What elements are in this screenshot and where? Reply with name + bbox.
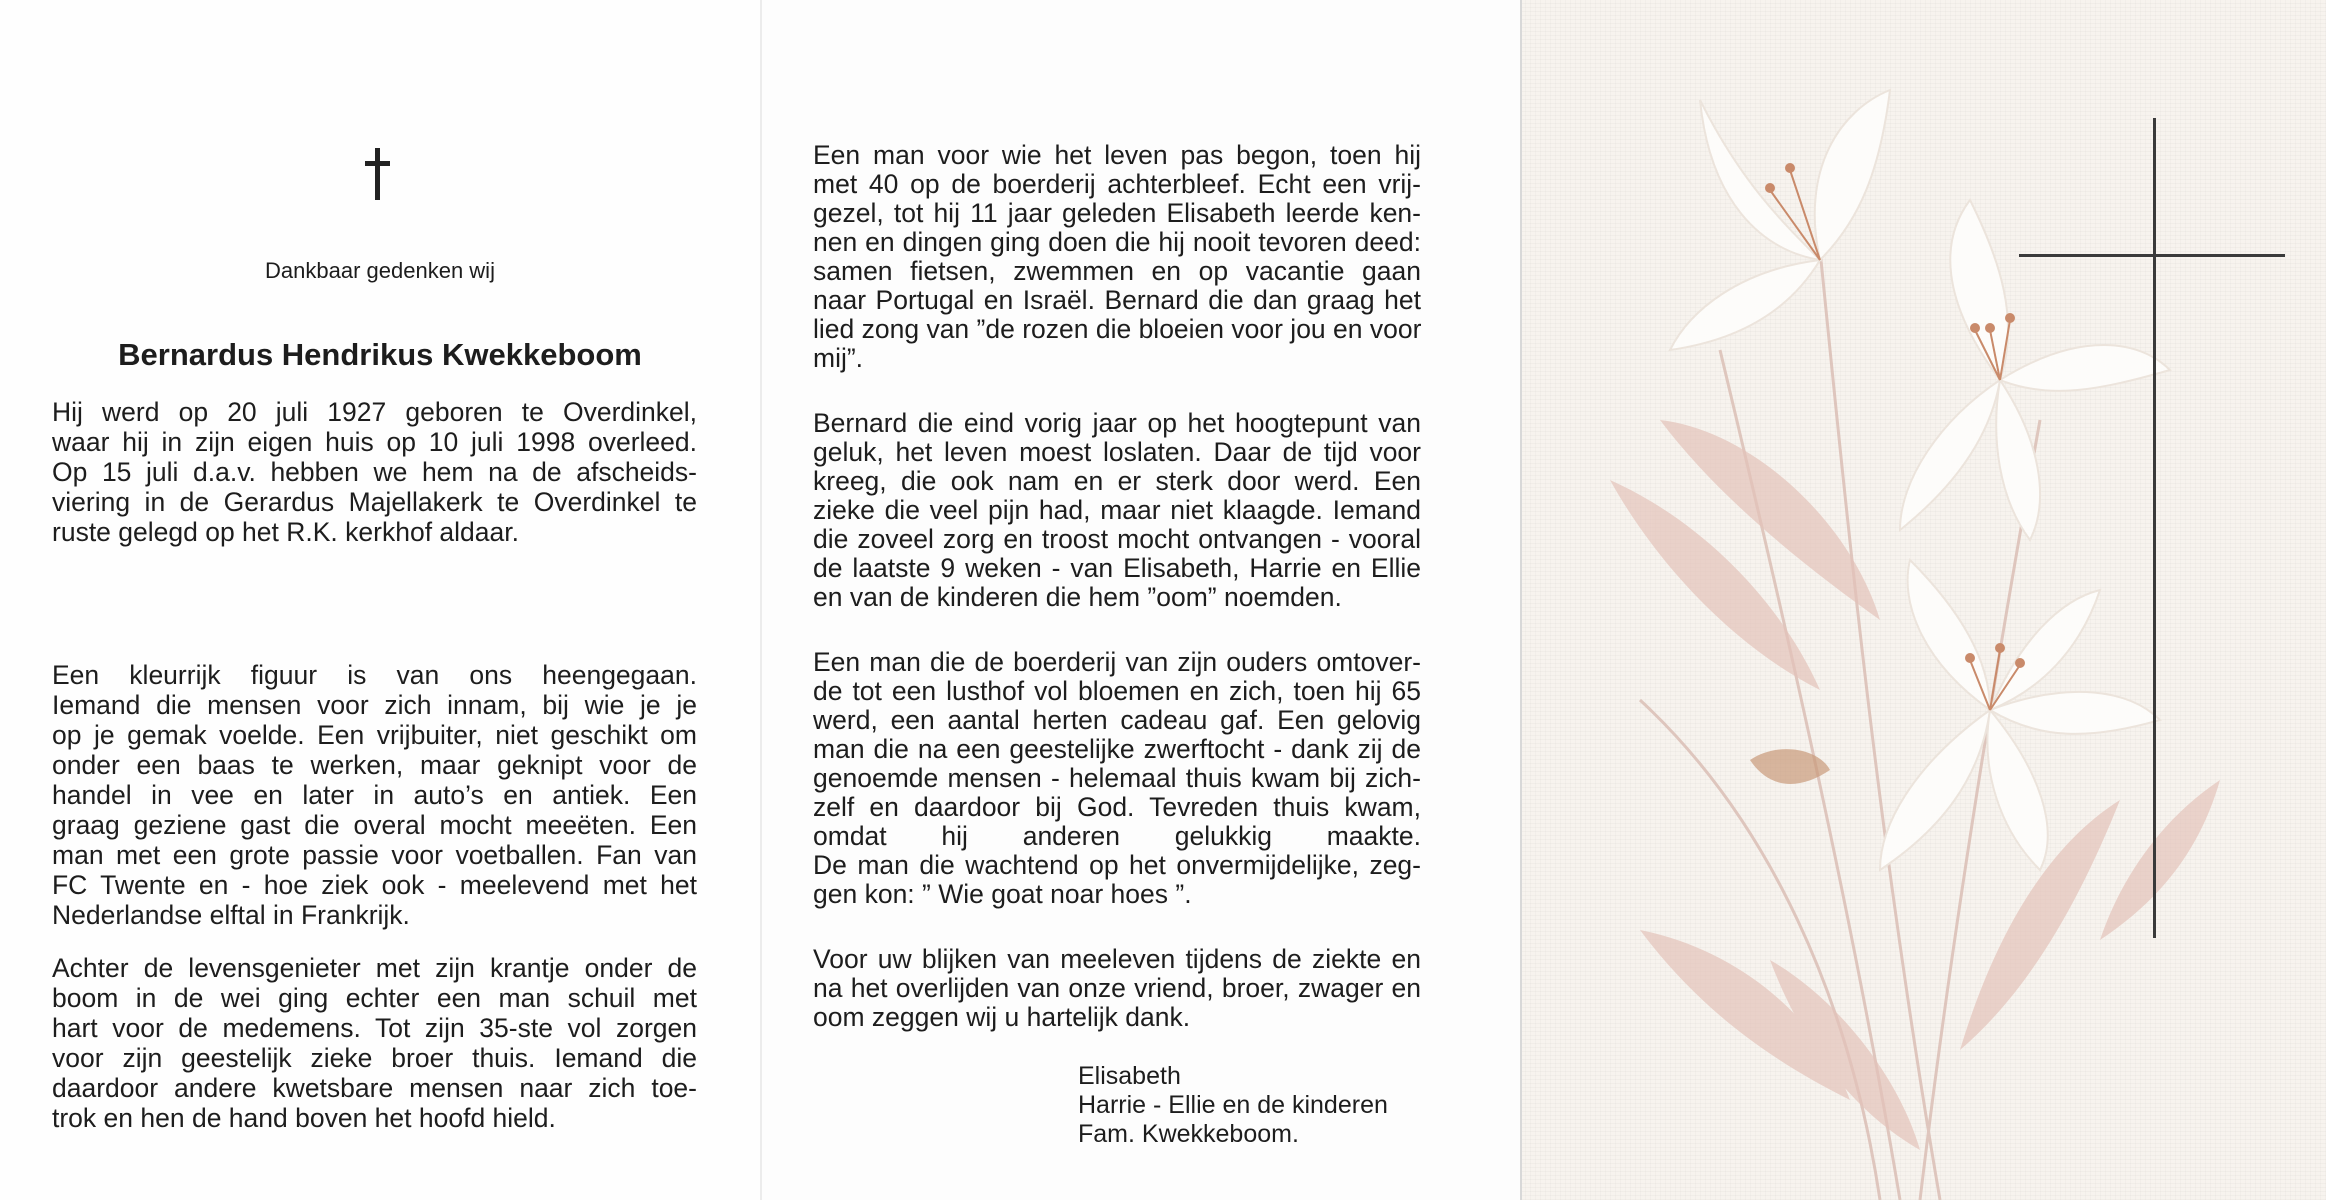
large-cross-icon: [2019, 254, 2285, 257]
text-line: gezel, tot hij 11 jaar geleden Elisabeth leerde ken-: [813, 198, 1421, 228]
text-line: daardoor andere kwetsbare mensen naar zich toe-: [52, 1073, 697, 1103]
text-line: Nederlandse elftal in Frankrijk.: [52, 900, 410, 930]
text-line: de tot een lusthof vol bloemen en zich, toen hij 65: [813, 676, 1421, 706]
text-line: werd, een aantal herten cadeau gaf. Een gelovig: [813, 705, 1421, 735]
text-line: lied zong van ”de rozen die bloeien voor jou en voor: [813, 314, 1422, 344]
text-line: Op 15 juli d.a.v. hebben we hem na de afscheids-: [52, 457, 697, 487]
deceased-name: Bernardus Hendrikus Kwekkeboom: [118, 337, 642, 372]
text-line: Een man voor wie het leven pas begon, toen hij: [813, 140, 1421, 170]
text-line: De man die wachtend op het onvermijdelijke, zeg-: [813, 850, 1421, 880]
fold-line: [760, 0, 762, 1200]
text-line: kreeg, die ook nam en er sterk door werd. Een: [813, 466, 1421, 496]
text-line: na het overlijden van onze vriend, broer, zwager en: [813, 973, 1421, 1003]
text-line: waar hij in zijn eigen huis op 10 juli 1998 overleed.: [52, 427, 697, 457]
text-line: gen kon: ” Wie goat noar hoes ”.: [813, 879, 1192, 909]
paragraph-illness: [813, 409, 1421, 612]
signature-line: Harrie - Ellie en de kinderen: [1078, 1091, 1388, 1119]
text-line: samen fietsen, zwemmen en op vacantie gaan: [813, 256, 1421, 286]
paragraph-care: [52, 953, 697, 1133]
paragraph-farm-faith: [813, 648, 1421, 909]
text-line: Bernard die eind vorig jaar op het hoogtepunt van: [813, 408, 1421, 438]
left-panel: [0, 0, 760, 1200]
text-line: met 40 op de boerderij achterbleef. Echt een vrij-: [813, 169, 1421, 199]
text-line: Een man die de boerderij van zijn ouders omtover-: [813, 647, 1421, 677]
text-line: Voor uw blijken van meeleven tijdens de ziekte en: [813, 944, 1421, 974]
paragraph-later-life: [813, 141, 1421, 373]
text-line: viering in de Gerardus Majellakerk te Overdinkel te: [52, 487, 697, 517]
text-line: man die na een geestelijke zwerftocht - dank zij de: [813, 734, 1421, 764]
text-line: zelf en daardoor bij God. Tevreden thuis kwam,: [813, 792, 1421, 822]
text-line: Achter de levensgenieter met zijn krantje onder de: [52, 953, 697, 983]
text-line: ruste gelegd op het R.K. kerkhof aldaar.: [52, 517, 519, 547]
text-line: zieke die veel pijn had, maar niet klaagde. Iemand: [813, 495, 1421, 525]
text-line: handel in vee en later in auto’s en antiek. Een: [52, 780, 697, 810]
cross-icon: [371, 148, 384, 200]
intro-text: Dankbaar gedenken wij: [265, 258, 495, 283]
large-cross-icon: [2153, 118, 2156, 938]
text-line: naar Portugal en Israël. Bernard die dan graag het: [813, 285, 1421, 315]
text-line: de laatste 9 weken - van Elisabeth, Harrie en Ellie: [813, 553, 1421, 583]
text-line: graag geziene gast die overal mocht meeëten. Een: [52, 810, 697, 840]
text-line: en van de kinderen die hem ”oom” noemden.: [813, 582, 1342, 612]
text-line: genoemde mensen - helemaal thuis kwam bij zich-: [813, 763, 1421, 793]
text-line: geluk, het leven moest loslaten. Daar de tijd voor: [813, 437, 1421, 467]
text-line: voor zijn geestelijk zieke broer thuis. Iemand die: [52, 1043, 697, 1073]
paragraph-thanks: [813, 945, 1421, 1032]
text-line: hart voor de medemens. Tot zijn 35-ste vol zorgen: [52, 1013, 697, 1043]
text-line: die zoveel zorg en troost mocht ontvangen - vooral: [813, 524, 1421, 554]
text-line: Een kleurrijk figuur is van ons heengegaan.: [52, 660, 697, 690]
text-line: man met een grote passie voor voetballen. Fan van: [52, 840, 697, 870]
paragraph-birth-death: [52, 397, 697, 547]
signature-line: Fam. Kwekkeboom.: [1078, 1120, 1299, 1148]
text-line: Iemand die mensen voor zich innam, bij wie je je: [52, 690, 697, 720]
signature-line: Elisabeth: [1078, 1062, 1181, 1090]
text-line: FC Twente en - hoe ziek ook - meelevend met het: [52, 870, 697, 900]
text-line: omdat hij anderen gelukkig maakte.: [813, 821, 1421, 851]
paragraph-character: [52, 660, 697, 930]
text-line: boom in de wei ging echter een man schuil met: [52, 983, 697, 1013]
text-line: mij”.: [813, 343, 864, 373]
lily-painting: [1520, 0, 2326, 1200]
signature: [1078, 1062, 1421, 1149]
middle-text-column: [813, 141, 1421, 1149]
text-line: onder een baas te werken, maar geknipt voor de: [52, 750, 697, 780]
text-line: Hij werd op 20 juli 1927 geboren te Overdinkel,: [52, 397, 697, 427]
text-line: op je gemak voelde. Een vrijbuiter, niet geschikt om: [52, 720, 697, 750]
text-line: trok en hen de hand boven het hoofd hield.: [52, 1103, 556, 1133]
text-line: oom zeggen wij u hartelijk dank.: [813, 1002, 1191, 1032]
text-line: nen en dingen ging doen die hij nooit tevoren deed:: [813, 227, 1421, 257]
